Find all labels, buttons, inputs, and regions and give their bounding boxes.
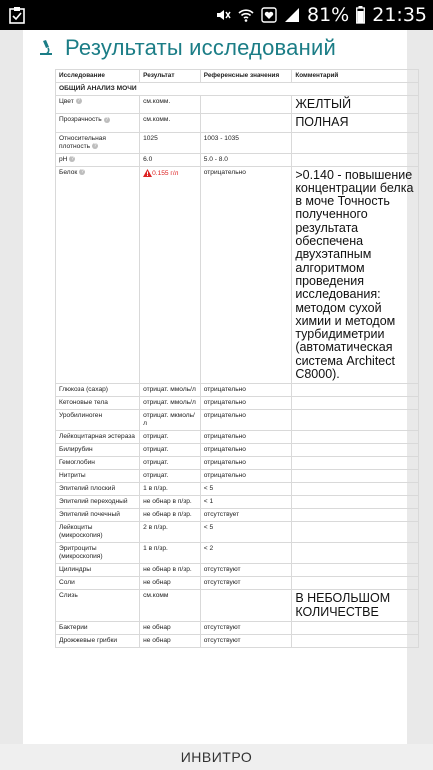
test-name-cell xyxy=(56,444,140,457)
comment-cell xyxy=(292,590,419,622)
result-cell xyxy=(140,590,201,622)
result-cell-text: отрицат. ммоль/л xyxy=(143,386,196,394)
test-name-cell-text: Билирубин xyxy=(59,446,93,454)
result-cell-text: не обнар xyxy=(143,623,171,631)
table-row xyxy=(56,457,419,470)
help-icon[interactable]: ? xyxy=(105,116,109,123)
result-cell-text: 1 в п/зр. xyxy=(143,485,168,493)
result-cell xyxy=(140,496,201,509)
result-cell-text: отрицат. xyxy=(143,433,169,441)
table-row xyxy=(56,166,419,384)
reference-cell-text: отсутствуют xyxy=(203,623,241,631)
test-name-cell-text: Эпителий плоский xyxy=(59,485,116,493)
comment-cell-text: >0.140 - повышение концентрации белка в моче Точность полученного результата обеспечена двухэтапным алгоритмом проведения исследования: методом сухой химии и методом турбидиметрии (автоматическая система Architect C8000). xyxy=(295,167,414,382)
section-row xyxy=(56,83,419,96)
test-name-cell xyxy=(56,114,140,132)
comment-cell xyxy=(292,457,419,470)
test-name-cell xyxy=(56,410,140,431)
results-table xyxy=(55,69,419,648)
result-cell-text: 6.0 xyxy=(143,155,153,163)
reference-cell-text: < 1 xyxy=(203,498,214,506)
test-name-cell xyxy=(56,564,140,577)
reference-cell xyxy=(200,166,292,384)
help-icon[interactable]: ? xyxy=(71,155,74,162)
reference-cell-text: отрицательно xyxy=(203,433,246,441)
test-name-cell-text: Бактерии xyxy=(59,623,88,631)
wifi-icon xyxy=(238,7,254,23)
comment-cell xyxy=(292,621,419,634)
reference-cell-text: отсутствуют xyxy=(203,579,241,587)
result-cell xyxy=(140,410,201,431)
test-name-cell-text: Цвет xyxy=(59,98,74,105)
result-cell-text: см.комм. xyxy=(143,116,171,124)
warning-icon xyxy=(143,169,152,177)
table-row xyxy=(56,543,419,564)
result-cell xyxy=(140,509,201,522)
reference-cell xyxy=(200,496,292,509)
test-name-cell xyxy=(56,457,140,470)
table-row xyxy=(56,496,419,509)
table-row xyxy=(56,577,419,590)
result-cell-text: отрицат. xyxy=(143,446,169,454)
reference-cell xyxy=(200,114,292,132)
result-cell xyxy=(140,543,201,564)
test-name-cell-text: Лейкоцитарная эстераза xyxy=(59,433,135,441)
battery-icon xyxy=(356,6,365,24)
test-name-cell xyxy=(56,384,140,397)
result-cell xyxy=(140,444,201,457)
column-header-test: Исследование xyxy=(56,70,140,83)
test-name-cell-text: Эпителий переходный xyxy=(59,498,128,506)
test-name-cell xyxy=(56,470,140,483)
test-name-cell-text: Гемоглобин xyxy=(59,459,95,467)
test-name-cell-text: Глюкоза (сахар) xyxy=(59,386,108,394)
reference-cell-text: отрицательно xyxy=(203,472,246,480)
result-cell xyxy=(140,397,201,410)
reference-cell xyxy=(200,431,292,444)
help-icon[interactable]: ? xyxy=(80,168,84,175)
table-header-row xyxy=(56,70,419,83)
result-cell-text: отрицат. xyxy=(143,459,169,467)
result-cell xyxy=(140,522,201,543)
test-name-cell-text: Эритроциты (микроскопия) xyxy=(59,545,103,561)
result-cell-text: не обнар xyxy=(143,579,171,587)
reference-cell-text: отсутствуют xyxy=(203,566,241,574)
status-bar xyxy=(0,0,433,30)
microscope-icon xyxy=(37,39,55,57)
brand-name: ИНВИТРО xyxy=(180,749,253,765)
comment-cell xyxy=(292,522,419,543)
result-cell-text: не обнар в п/зр. xyxy=(143,511,192,519)
table-row xyxy=(56,444,419,457)
test-name-cell-text: Соли xyxy=(59,579,75,587)
reference-cell xyxy=(200,132,292,153)
reference-cell-text: отсутствует xyxy=(203,511,240,519)
test-name-cell xyxy=(56,483,140,496)
test-name-cell xyxy=(56,634,140,647)
reference-cell xyxy=(200,543,292,564)
signal-icon xyxy=(284,7,300,23)
comment-cell xyxy=(292,543,419,564)
test-name-cell xyxy=(56,132,140,153)
clock: 21:35 xyxy=(372,4,427,26)
test-name-cell-text: Кетоновые тела xyxy=(59,399,108,407)
test-name-cell-text: Уробилиноген xyxy=(59,412,103,420)
comment-cell xyxy=(292,444,419,457)
reference-cell-text: отрицательно xyxy=(203,446,246,454)
reference-cell xyxy=(200,397,292,410)
reference-cell xyxy=(200,564,292,577)
result-cell-text: 1 в п/зр. xyxy=(143,545,168,553)
reference-cell xyxy=(200,483,292,496)
reference-cell xyxy=(200,457,292,470)
reference-cell xyxy=(200,621,292,634)
test-name-cell-text: Цилиндры xyxy=(59,566,91,574)
column-header-result: Результат xyxy=(140,70,201,83)
test-name-cell-text: Относительная плотность xyxy=(59,134,106,150)
column-header-comment: Комментарий xyxy=(292,70,419,83)
reference-cell-text: отсутствуют xyxy=(203,636,241,644)
comment-cell xyxy=(292,509,419,522)
table-row xyxy=(56,431,419,444)
result-cell xyxy=(140,457,201,470)
comment-cell-text: В НЕБОЛЬШОМ КОЛИЧЕСТВЕ xyxy=(295,591,391,619)
reference-cell-text: отрицательно xyxy=(203,386,246,394)
results-page xyxy=(23,30,414,744)
table-row xyxy=(56,153,419,166)
reference-cell-text: 5.0 - 8.0 xyxy=(203,155,228,163)
result-cell-text: не обнар xyxy=(143,636,171,644)
result-cell xyxy=(140,470,201,483)
comment-cell xyxy=(292,496,419,509)
results-table-body xyxy=(56,83,419,648)
test-name-cell-text: Нитриты xyxy=(59,472,86,480)
help-icon[interactable]: ? xyxy=(77,98,81,105)
comment-cell xyxy=(292,410,419,431)
test-name-cell-text: Дрожжевые грибки xyxy=(59,636,118,644)
result-cell-text: отрицат. мкмоль/л xyxy=(143,412,195,428)
result-cell xyxy=(140,166,201,384)
comment-cell xyxy=(292,431,419,444)
comment-cell xyxy=(292,634,419,647)
test-name-cell xyxy=(56,509,140,522)
table-row xyxy=(56,470,419,483)
result-cell-text: 0.155 г/л xyxy=(152,169,179,177)
result-cell-text: 2 в п/зр. xyxy=(143,524,168,532)
result-cell xyxy=(140,483,201,496)
reference-cell-text: < 5 xyxy=(203,485,214,493)
table-row xyxy=(56,114,419,132)
result-cell-text: см.комм xyxy=(143,592,169,600)
result-cell xyxy=(140,132,201,153)
result-cell xyxy=(140,564,201,577)
table-row xyxy=(56,384,419,397)
result-cell-text: см.комм. xyxy=(143,98,171,105)
test-name-cell xyxy=(56,577,140,590)
table-row xyxy=(56,132,419,153)
result-cell xyxy=(140,577,201,590)
test-name-cell xyxy=(56,153,140,166)
result-cell-text: отрицат. ммоль/л xyxy=(143,399,196,407)
footer-bar xyxy=(0,744,433,770)
result-cell xyxy=(140,634,201,647)
comment-cell xyxy=(292,166,419,384)
notification-heart-icon xyxy=(261,7,277,23)
test-name-cell xyxy=(56,96,140,114)
result-cell xyxy=(140,431,201,444)
comment-cell xyxy=(292,153,419,166)
result-cell xyxy=(140,384,201,397)
result-cell-text: 1025 xyxy=(143,134,158,142)
comment-cell xyxy=(292,96,419,114)
table-row xyxy=(56,483,419,496)
battery-percent: 81% xyxy=(307,4,350,26)
table-row xyxy=(56,634,419,647)
test-name-cell xyxy=(56,166,140,384)
result-cell xyxy=(140,153,201,166)
test-name-cell xyxy=(56,543,140,564)
comment-cell xyxy=(292,114,419,132)
test-name-cell xyxy=(56,522,140,543)
reference-cell-text: < 2 xyxy=(203,545,214,553)
comment-cell xyxy=(292,470,419,483)
reference-cell xyxy=(200,96,292,114)
test-name-cell-text: Прозрачность xyxy=(59,116,102,124)
test-name-cell xyxy=(56,590,140,622)
reference-cell xyxy=(200,509,292,522)
reference-cell-text: < 5 xyxy=(203,524,214,532)
comment-cell xyxy=(292,384,419,397)
test-name-cell xyxy=(56,496,140,509)
comment-cell xyxy=(292,577,419,590)
test-name-cell-text: Белок xyxy=(59,168,78,176)
test-name-cell xyxy=(56,397,140,410)
table-row xyxy=(56,410,419,431)
result-cell-text: не обнар в п/зр. xyxy=(143,566,192,574)
page-title: Результаты исследований xyxy=(65,35,336,60)
mute-icon xyxy=(215,7,231,23)
comment-cell-text: ПОЛНАЯ xyxy=(295,115,349,130)
test-name-cell xyxy=(56,621,140,634)
reference-cell xyxy=(200,522,292,543)
reference-cell-text: отрицательно xyxy=(203,459,246,467)
comment-cell xyxy=(292,483,419,496)
table-row xyxy=(56,509,419,522)
reference-cell-text: отрицательно xyxy=(203,412,246,420)
result-cell xyxy=(140,96,201,114)
table-row xyxy=(56,397,419,410)
table-row xyxy=(56,564,419,577)
test-name-cell-text: Слизь xyxy=(59,592,78,600)
result-cell-text: отрицат. xyxy=(143,472,169,480)
table-row xyxy=(56,590,419,622)
result-cell xyxy=(140,114,201,132)
reference-cell xyxy=(200,410,292,431)
reference-cell-text: 1003 - 1035 xyxy=(203,134,239,142)
section-title: ОБЩИЙ АНАЛИЗ МОЧИ xyxy=(56,83,419,96)
reference-cell xyxy=(200,444,292,457)
comment-cell-text: ЖЕЛТЫЙ xyxy=(295,97,352,111)
comment-cell xyxy=(292,397,419,410)
test-name-cell-text: Лейкоциты (микроскопия) xyxy=(59,524,103,540)
reference-cell xyxy=(200,153,292,166)
test-name-cell-text: pH xyxy=(59,155,68,163)
test-name-cell xyxy=(56,431,140,444)
result-cell xyxy=(140,621,201,634)
comment-cell xyxy=(292,564,419,577)
clipboard-check-icon xyxy=(8,6,26,24)
reference-cell xyxy=(200,634,292,647)
table-row xyxy=(56,621,419,634)
reference-cell xyxy=(200,577,292,590)
reference-cell-text: отрицательно xyxy=(203,168,246,176)
result-cell-text: не обнар в п/зр. xyxy=(143,498,192,506)
column-header-reference: Референсные значения xyxy=(200,70,292,83)
table-row xyxy=(56,96,419,114)
test-name-cell-text: Эпителий почечный xyxy=(59,511,120,519)
reference-cell-text: отрицательно xyxy=(203,399,246,407)
reference-cell xyxy=(200,384,292,397)
comment-cell xyxy=(292,132,419,153)
table-row xyxy=(56,522,419,543)
help-icon[interactable]: ? xyxy=(93,142,97,149)
reference-cell xyxy=(200,470,292,483)
reference-cell xyxy=(200,590,292,622)
page-header xyxy=(37,35,336,61)
